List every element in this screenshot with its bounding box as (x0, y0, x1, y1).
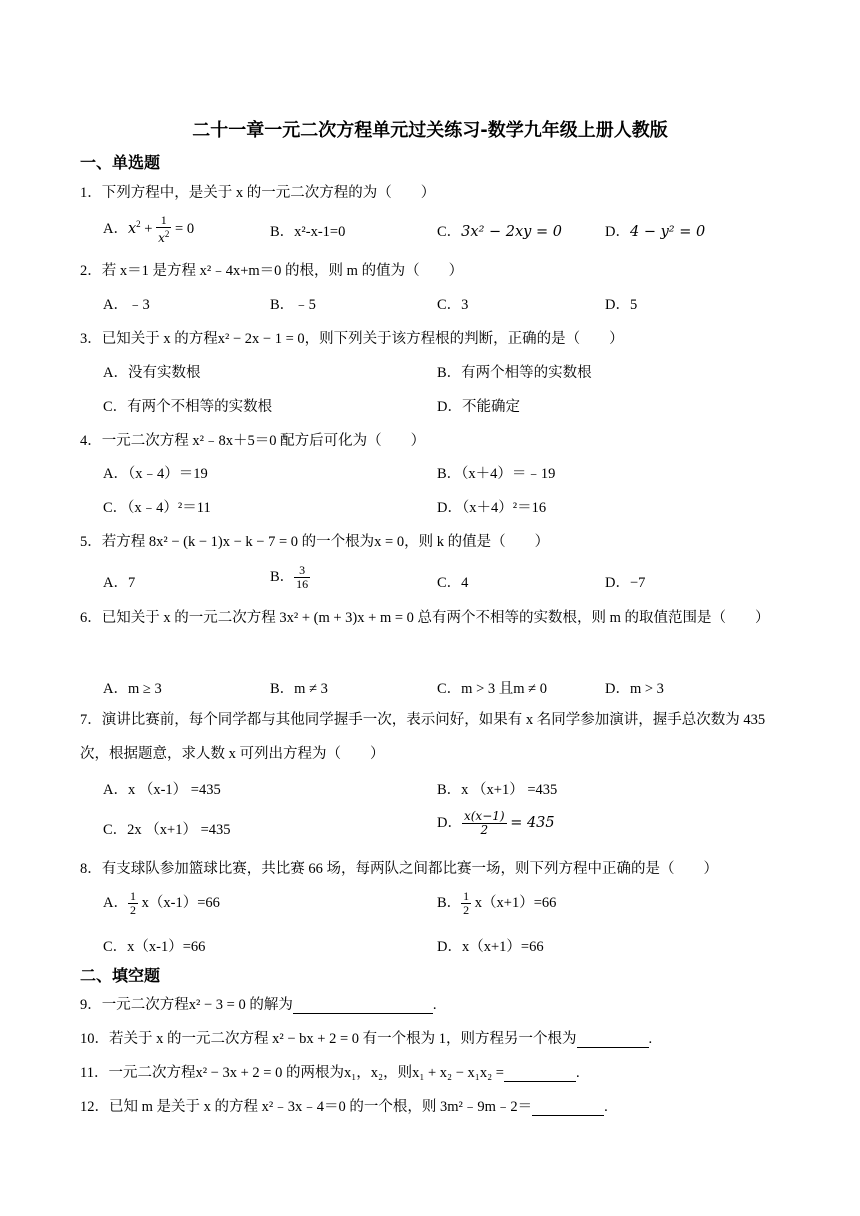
q6-option-a: A．m ≥ 3 (103, 681, 162, 697)
page-title: 二十一章一元二次方程单元过关练习-数学九年级上册人教版 (192, 120, 668, 141)
q8-option-c: C．x（x-1）=66 (103, 939, 206, 955)
q1-option-b: B．x²-x-1=0 (270, 224, 346, 240)
q1-option-d: D．4 − y² = 0 (605, 224, 706, 240)
q6-option-b: B．m ≠ 3 (270, 681, 328, 697)
q3-option-c: C．有两个不相等的实数根 (103, 399, 273, 415)
q1-option-c: C．3x² − 2xy = 0 (437, 224, 562, 240)
q4-option-b: B．（x＋4）＝﹣19 (437, 466, 556, 482)
question-10: 10．若关于 x 的一元二次方程 x² − bx + 2 = 0 有一个根为 1，则方程另一个根为 . (80, 1031, 653, 1047)
q8-option-b: B． $\frac{1}{2}$ x（x+1）=66 (437, 889, 557, 917)
q2-option-a: A．﹣3 (103, 297, 150, 313)
q5-option-d: D．−7 (605, 575, 646, 591)
q5-option-b: B． $\frac{3}{16}$ (270, 563, 309, 591)
question-2: 2．若 x＝1 是方程 x²﹣4x+m＝0 的根，则 m 的值为（ ） (80, 263, 464, 279)
q4-option-c: C．（x﹣4）²＝11 (103, 500, 211, 516)
answer-blank (504, 1064, 576, 1082)
question-7: 7．演讲比赛前，每个同学都与其他同学握手一次，表示问好，如果有 x 名同学参加演讲，握手总次数为 435 次，根据题意，求人数 x 可列出方程为（ ） (80, 712, 766, 762)
q7-option-d: D． $\frac{x(x-1)}{2}$ = 435 (437, 809, 555, 837)
question-4: 4．一元二次方程 x²﹣8x＋5＝0 配方后可化为（ ） (80, 433, 426, 449)
question-6: 6．已知关于 x 的一元二次方程 3x² + (m + 3)x + m = 0 总有两个不相等的实数根，则 m 的取值范围是（ ） (80, 610, 770, 626)
question-11: 11．一元二次方程x² − 3x + 2 = 0 的两根为x₁，x₂，则x₁ + x₂ − x₁x₂ = . (80, 1065, 580, 1081)
question-8: 8．有支球队参加篮球比赛，共比赛 66 场，每两队之间都比赛一场，则下列方程中正确的是（ ） (80, 861, 718, 877)
question-5: 5．若方程 8x² − (k − 1)x − k − 7 = 0 的一个根为x = 0，则 k 的值是（ ） (80, 534, 550, 550)
q4-option-d: D．（x＋4）²＝16 (437, 500, 547, 516)
q6-option-c: C．m > 3 且m ≠ 0 (437, 681, 547, 697)
q7-option-b: B．x （x+1） =435 (437, 782, 558, 798)
q5-option-a: A．7 (103, 575, 136, 591)
q3-option-b: B．有两个相等的实数根 (437, 365, 592, 381)
q3-option-d: D．不能确定 (437, 399, 520, 415)
section-heading-single-choice: 一、单选题 (80, 153, 161, 172)
q5-option-c: C．4 (437, 575, 469, 591)
question-3: 3．已知关于 x 的方程x² − 2x − 1 = 0，则下列关于该方程根的判断，正确的是（ ） (80, 331, 624, 347)
q7-option-c: C．2x （x+1） =435 (103, 822, 231, 838)
q2-option-d: D．5 (605, 297, 638, 313)
q7-option-a: A．x （x-1） =435 (103, 782, 221, 798)
q8-option-a: A． $\frac{1}{2}$ x（x-1）=66 (103, 889, 220, 917)
q6-option-d: D．m > 3 (605, 681, 664, 697)
section-heading-fill-blank: 二、填空题 (80, 966, 161, 985)
answer-blank (577, 1030, 649, 1048)
question-1: 1．下列方程中，是关于 x 的一元二次方程的为（ ） (80, 185, 436, 201)
q2-option-b: B．﹣5 (270, 297, 316, 313)
q8-option-d: D．x（x+1）=66 (437, 939, 544, 955)
answer-blank (293, 996, 433, 1014)
question-9: 9．一元二次方程x² − 3 = 0 的解为 . (80, 997, 437, 1013)
q2-option-c: C．3 (437, 297, 469, 313)
answer-blank (532, 1098, 604, 1116)
q1-option-a: A．$x^2$ + $\frac{1}{x^2}$ = 0 (103, 213, 195, 245)
q4-option-a: A．（x﹣4）＝19 (103, 466, 208, 482)
q3-option-a: A．没有实数根 (103, 365, 201, 381)
question-12: 12．已知 m 是关于 x 的方程 x²﹣3x﹣4＝0 的一个根，则 3m²﹣9m﹣2＝ . (80, 1099, 608, 1115)
